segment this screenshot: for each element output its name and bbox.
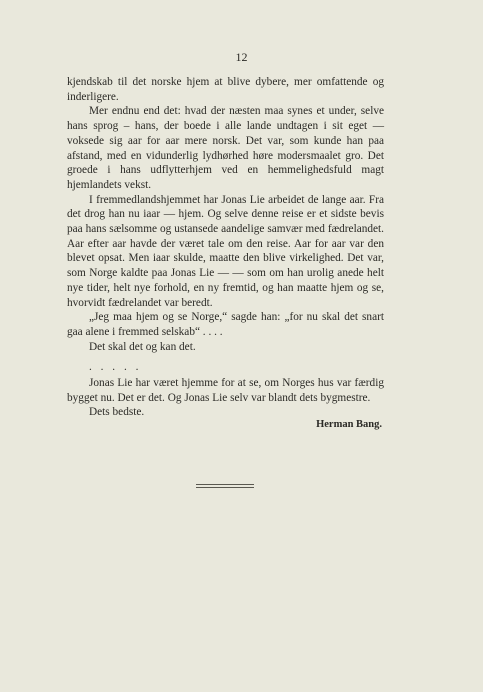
decorative-rule (196, 484, 254, 485)
paragraph: Jonas Lie har været hjemme for at se, om Norges hus var færdig bygget nu. Det er det. Og Jonas Lie selv var blandt dets bygmestre. (67, 377, 384, 404)
paragraph: I fremmedlandshjemmet har Jonas Lie arbeidet de lange aar. Fra det drog han nu iaar — hjem. Og selve denne reise er et sidste bevis paa hans sælsomme og ustansede aandelige samvær med fædrelandet. Aar efter aar havde der været tale om den reise. Aar for aar var den blevet opsat. Men iaar skulde, maatte den blive virkelighed. Det var, som Norge kaldte paa Jonas Lie — — som om han urolig anede helt nye tider, helt nye forhold, en ny fremtid, og han maatte hjem og se, hvorvidt fædrelandet var beredt. (67, 193, 384, 309)
section-break-dots: . . . . . (89, 361, 142, 374)
paragraph: kjendskab til det norske hjem at blive dybere, mer omfattende og inderligere. (67, 76, 384, 103)
body-text (67, 75, 384, 433)
paragraph: „Jeg maa hjem og se Norge,“ sagde han: „for nu skal det snart gaa alene i fremmed selskab“ . . . . (67, 311, 384, 338)
paragraph: Det skal det og kan det. (89, 340, 196, 353)
paragraph: Mer endnu end det: hvad der næsten maa synes et under, selve hans sprog – hans, der boede i alle lande undtagen i sit eget — voksede sig aar for aar mere norsk. Det var, som kunde han paa afstand, med en vidunderlig lydhørhed høre modersmaalet gro. Det groede i hans udflytterhjem ved en hemmelighedsfuld magt hjemlandets vekst. (67, 105, 384, 191)
paragraph: Dets bedste. (89, 406, 145, 419)
page-number: 12 (235, 50, 248, 64)
author-signature: Herman Bang. (316, 419, 382, 431)
